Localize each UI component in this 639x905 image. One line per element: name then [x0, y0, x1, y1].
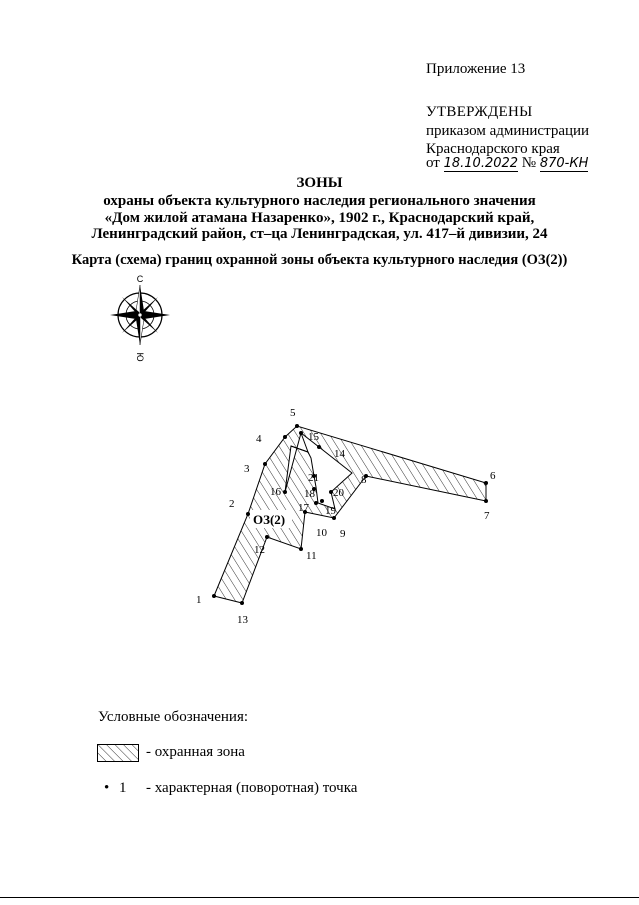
- legend-point-number: 1: [119, 780, 127, 796]
- point-4: [283, 435, 287, 439]
- point-label-16: 16: [270, 486, 281, 498]
- legend-point-marker: [104, 780, 127, 797]
- point-19: [320, 499, 324, 503]
- point-label-4: 4: [256, 433, 262, 445]
- title-line-3: «Дом жилой атамана Назаренко», 1902 г., Краснодарский край,: [104, 210, 535, 226]
- order-date: 18.10.2022: [443, 156, 519, 171]
- point-7: [484, 499, 488, 503]
- point-label-10: 10: [316, 527, 327, 539]
- point-label-19: 19: [325, 505, 336, 517]
- point-14: [317, 445, 321, 449]
- approved-label: УТВЕРЖДЕНЫ: [426, 104, 533, 120]
- point-label-11: 11: [306, 550, 317, 562]
- zone-label: ОЗ(2): [253, 512, 286, 527]
- number-prefix: №: [521, 155, 537, 171]
- title-line-4: Ленинградский район, ст–ца Ленинградская, ул. 417–й дивизии, 24: [91, 226, 548, 242]
- point-label-2: 2: [229, 498, 235, 510]
- point-label-17: 17: [298, 502, 309, 514]
- legend-point-text: - характерная (поворотная) точка: [146, 780, 358, 796]
- order-line-1: приказом администрации: [426, 123, 590, 139]
- point-label-18: 18: [304, 488, 315, 500]
- hatch-legend-icon: [97, 744, 139, 762]
- order-number: 870-КН: [539, 156, 589, 171]
- legend-title: Условные обозначения:: [98, 709, 249, 725]
- order-line-2: Краснодарского края: [426, 141, 560, 157]
- point-5: [295, 424, 299, 428]
- point-label-7: 7: [484, 510, 490, 522]
- point-label-14: 14: [334, 448, 345, 460]
- point-2: [246, 512, 250, 516]
- document-title: ЗОНЫ: [296, 175, 343, 191]
- point-label-9: 9: [340, 528, 346, 540]
- point-label-20: 20: [333, 487, 344, 499]
- point-13: [240, 601, 244, 605]
- point-6: [484, 481, 488, 485]
- point-label-5: 5: [290, 407, 296, 419]
- point-11: [299, 547, 303, 551]
- point-label-12: 12: [254, 544, 265, 556]
- point-label-13: 13: [237, 614, 248, 626]
- legend-zone-text: - охранная зона: [146, 744, 245, 760]
- title-line-2: охраны объекта культурного наследия регионального значения: [103, 193, 536, 209]
- bullet-icon: •: [104, 780, 110, 796]
- point-15: [299, 431, 303, 435]
- point-label-8: 8: [361, 474, 367, 486]
- compass-south-label: Ю: [135, 352, 145, 362]
- point-12: [265, 535, 269, 539]
- point-17: [314, 501, 318, 505]
- date-prefix: от: [426, 155, 440, 171]
- point-16: [283, 490, 287, 494]
- compass-north-label: С: [136, 274, 144, 284]
- point-label-21: 21: [308, 472, 319, 484]
- map-title: Карта (схема) границ охранной зоны объекта культурного наследия (ОЗ(2)): [71, 252, 568, 268]
- bottom-rule: [0, 897, 639, 898]
- point-label-15: 15: [308, 431, 319, 443]
- point-label-3: 3: [244, 463, 250, 475]
- point-label-1: 1: [196, 594, 202, 606]
- appendix-label: Приложение 13: [426, 61, 526, 77]
- point-3: [263, 462, 267, 466]
- point-1: [212, 594, 216, 598]
- point-label-6: 6: [490, 470, 496, 482]
